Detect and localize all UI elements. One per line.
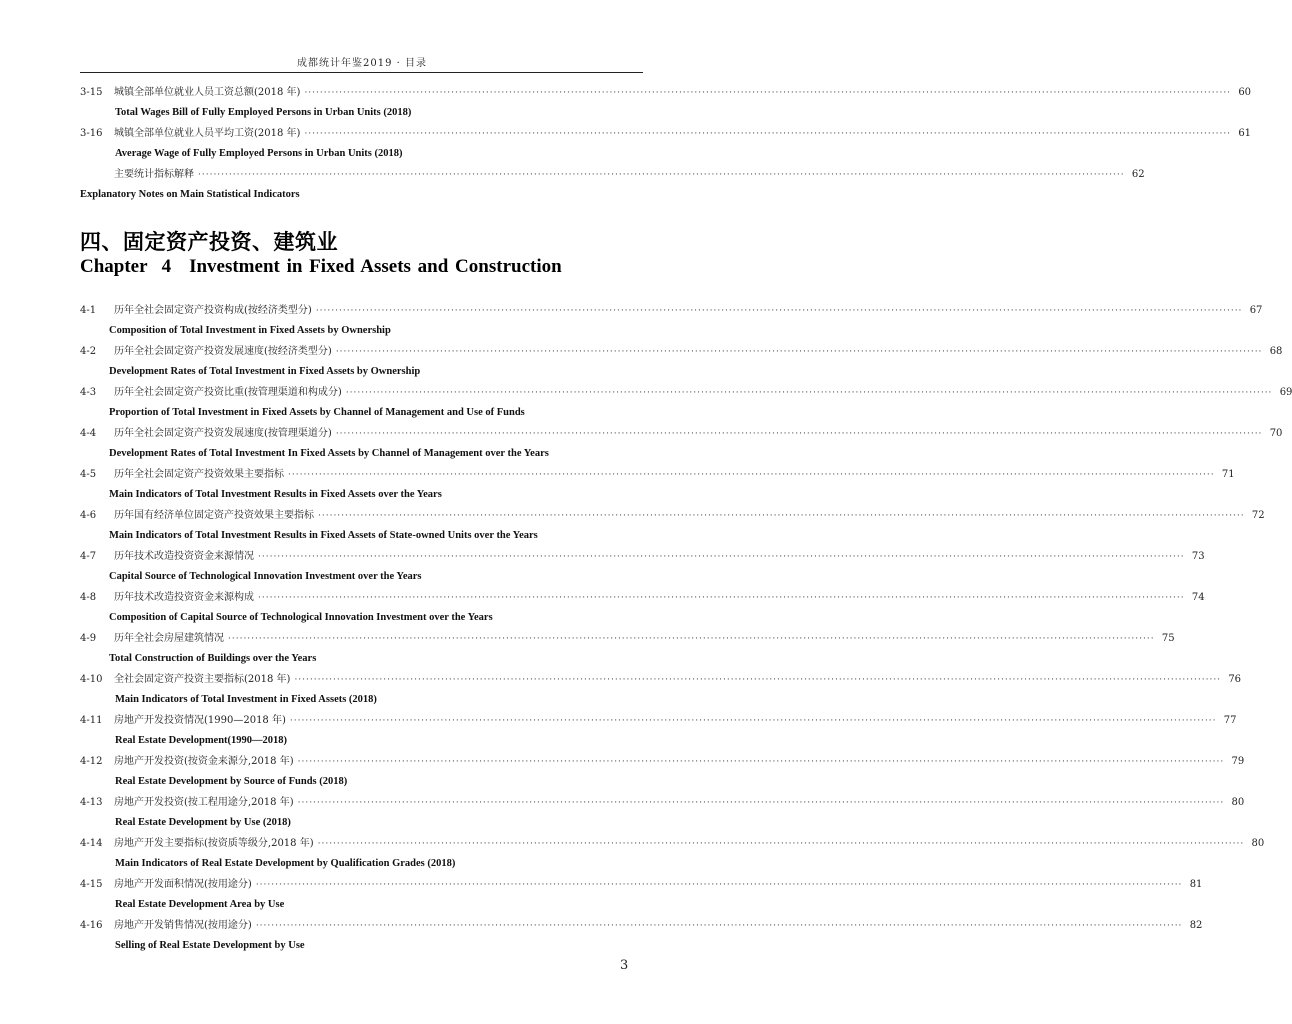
entry-title-cn: 历年技术改造投资资金来源构成: [114, 592, 254, 603]
entry-title-cn: 城镇全部单位就业人员工资总额(2018 年): [114, 87, 301, 98]
leader-dots: ················································································································································································································································: [255, 921, 1183, 931]
leader-dots: ················································································································································································································································: [255, 880, 1183, 890]
entry-number: 4-10: [80, 674, 103, 685]
entry-title-cn: 历年全社会固定资产投资比重(按管理渠道和构成分): [114, 387, 342, 398]
leader-dots: ················································································································································································································································: [198, 170, 1125, 180]
entry-title-en: Main Indicators of Total Investment Results in Fixed Assets over the Years: [109, 489, 442, 500]
toc-entry-line: [80, 796, 1245, 810]
page-number: 3: [620, 958, 629, 973]
entry-number: 4-3: [80, 387, 97, 398]
entry-page-number: 69: [1279, 387, 1292, 398]
toc-entry-line: [80, 837, 1265, 851]
entry-number: 4-4: [80, 428, 97, 439]
leader-dots: ················································································································································································································································: [258, 552, 1185, 562]
entry-title-en: Development Rates of Total Investment in Fixed Assets by Ownership: [109, 366, 421, 377]
toc-entry[interactable]: [80, 796, 1245, 816]
entry-title-cn: 房地产开发投资(按资金来源分,2018 年): [114, 756, 294, 767]
entry-page-number: 81: [1189, 879, 1203, 890]
leader-dots: ················································································································································································································································: [288, 470, 1215, 480]
toc-entry-line: [80, 345, 1283, 359]
entry-page-number: 61: [1238, 128, 1252, 139]
entry-title-en: Real Estate Development by Use (2018): [115, 817, 291, 828]
entry-title-cn: 城镇全部单位就业人员平均工资(2018 年): [114, 128, 301, 139]
toc-entry-line: [80, 550, 1205, 564]
leader-dots: ················································································································································································································································: [228, 634, 1155, 644]
entry-page-number: 82: [1189, 920, 1203, 931]
running-head: 成都统计年鉴2019 · 目录: [297, 58, 427, 69]
entry-page-number: 75: [1161, 633, 1175, 644]
entry-page-number: 77: [1223, 715, 1237, 726]
leader-dots: ················································································································································································································································: [289, 716, 1217, 726]
entry-title-cn: 房地产开发投资情况(1990—2018 年): [114, 715, 286, 726]
leader-dots: ················································································································································································································································: [335, 347, 1263, 357]
toc-entry[interactable]: [80, 919, 1203, 939]
entry-title-en: Real Estate Development(1990—2018): [115, 735, 288, 746]
entry-page-number: 76: [1228, 674, 1242, 685]
toc-entry-line: [80, 509, 1265, 523]
entry-number: 4-15: [80, 879, 103, 890]
entry-title-en: Capital Source of Technological Innovation Investment over the Years: [109, 571, 422, 582]
entry-number: 4-16: [80, 920, 103, 931]
entry-number: 3-15: [80, 87, 103, 98]
entry-title-en: Average Wage of Fully Employed Persons in Urban Units (2018): [115, 148, 403, 159]
entry-title-en: Real Estate Development by Source of Funds (2018): [115, 776, 348, 787]
entry-title-cn: 历年全社会固定资产投资效果主要指标: [114, 469, 284, 480]
entry-title-cn: 历年全社会固定资产投资构成(按经济类型分): [114, 305, 312, 316]
entry-title-cn: 全社会固定资产投资主要指标(2018 年): [114, 674, 291, 685]
entry-page-number: 80: [1231, 797, 1245, 808]
entry-title-en: Main Indicators of Total Investment in Fixed Assets (2018): [115, 694, 377, 705]
toc-entry[interactable]: [80, 304, 1263, 324]
toc-entry[interactable]: [80, 86, 1252, 106]
toc-entry-line: [80, 673, 1242, 687]
entry-number: 4-1: [80, 305, 97, 316]
leader-dots: ················································································································································································································································: [304, 88, 1232, 98]
toc-entry[interactable]: [80, 632, 1175, 652]
entry-number: 4-5: [80, 469, 97, 480]
toc-entry[interactable]: [80, 591, 1205, 611]
entry-title-en: Selling of Real Estate Development by Use: [115, 940, 305, 951]
toc-entry-line: [80, 304, 1263, 318]
toc-entry-line: [80, 86, 1252, 100]
entry-title-cn: 房地产开发销售情况(按用途分): [114, 920, 252, 931]
entry-title-cn: 历年技术改造投资资金来源情况: [114, 551, 254, 562]
header-rule: [80, 72, 643, 73]
entry-title-en: Composition of Capital Source of Technological Innovation Investment over the Years: [109, 612, 493, 623]
leader-dots: ················································································································································································································································: [345, 388, 1273, 398]
toc-entry-line: [80, 755, 1245, 769]
leader-dots: ················································································································································································································································: [335, 429, 1263, 439]
toc-entry[interactable]: [80, 386, 1292, 406]
chapter-title-en: [80, 256, 562, 278]
entry-number: 4-8: [80, 592, 97, 603]
toc-entry-line: [80, 632, 1175, 646]
leader-dots: ················································································································································································································································: [297, 798, 1225, 808]
entry-number: 3-16: [80, 128, 103, 139]
entry-title-en: Real Estate Development Area by Use: [115, 899, 285, 910]
toc-entry[interactable]: [80, 468, 1235, 488]
leader-dots: ················································································································································································································································: [317, 839, 1245, 849]
chapter-label: Chapter: [80, 256, 148, 277]
toc-entry[interactable]: [80, 509, 1265, 529]
entry-title-cn: 历年全社会房屋建筑情况: [114, 633, 224, 644]
chapter-title-text: Investment in Fixed Assets and Construction: [189, 256, 562, 277]
entry-number: 4-2: [80, 346, 97, 357]
entry-page-number: 67: [1249, 305, 1263, 316]
toc-entry-line: [80, 919, 1203, 933]
toc-entry[interactable]: [80, 168, 1145, 188]
toc-entry[interactable]: [80, 345, 1283, 365]
entry-title-en: Main Indicators of Total Investment Results in Fixed Assets of State-owned Units over the Years: [109, 530, 538, 541]
leader-dots: ················································································································································································································································: [304, 129, 1232, 139]
entry-number: 4-11: [80, 715, 103, 726]
entry-number: 4-6: [80, 510, 97, 521]
leader-dots: ················································································································································································································································: [318, 511, 1245, 521]
entry-page-number: 80: [1251, 838, 1265, 849]
leader-dots: ················································································································································································································································: [294, 675, 1222, 685]
leader-dots: ················································································································································································································································: [297, 757, 1225, 767]
toc-entry-line: [80, 591, 1205, 605]
entry-page-number: 74: [1191, 592, 1205, 603]
entry-title-cn: 历年全社会固定资产投资发展速度(按管理渠道分): [114, 428, 332, 439]
entry-page-number: 73: [1191, 551, 1205, 562]
entry-number: 4-13: [80, 797, 103, 808]
toc-entry[interactable]: [80, 878, 1203, 898]
toc-entry-line: [80, 714, 1237, 728]
toc-entry-line: [80, 427, 1283, 441]
entry-page-number: 68: [1269, 346, 1283, 357]
toc-entry[interactable]: [80, 550, 1205, 570]
entry-title-cn: 主要统计指标解释: [114, 169, 194, 180]
entry-title-en: Explanatory Notes on Main Statistical Indicators: [80, 189, 300, 200]
entry-title-en: Total Wages Bill of Fully Employed Persons in Urban Units (2018): [115, 107, 412, 118]
entry-title-cn: 历年全社会固定资产投资发展速度(按经济类型分): [114, 346, 332, 357]
entry-title-en: Total Construction of Buildings over the Years: [109, 653, 317, 664]
entry-title-en: Main Indicators of Real Estate Development by Qualification Grades (2018): [115, 858, 456, 869]
leader-dots: ················································································································································································································································: [315, 306, 1243, 316]
toc-entry[interactable]: [80, 837, 1265, 857]
entry-title-en: Proportion of Total Investment in Fixed Assets by Channel of Management and Use of Funds: [109, 407, 525, 418]
chapter-number: 4: [161, 256, 172, 277]
toc-entry[interactable]: [80, 127, 1252, 147]
entry-number: 4-14: [80, 838, 103, 849]
entry-page-number: 60: [1238, 87, 1252, 98]
toc-entry[interactable]: [80, 755, 1245, 775]
toc-entry-line: [80, 127, 1252, 141]
toc-entry-line: [80, 878, 1203, 892]
toc-entry[interactable]: [80, 427, 1283, 447]
entry-page-number: 71: [1221, 469, 1235, 480]
entry-page-number: 62: [1131, 169, 1145, 180]
entry-number: 4-12: [80, 756, 103, 767]
leader-dots: ················································································································································································································································: [258, 593, 1185, 603]
entry-page-number: 79: [1231, 756, 1245, 767]
entry-title-cn: 房地产开发主要指标(按资质等级分,2018 年): [114, 838, 314, 849]
toc-entry-line: [80, 386, 1292, 400]
entry-title-cn: 房地产开发面积情况(按用途分): [114, 879, 252, 890]
entry-number: 4-9: [80, 633, 97, 644]
toc-entry-line: [80, 168, 1145, 182]
entry-title-cn: 历年国有经济单位固定资产投资效果主要指标: [114, 510, 314, 521]
entry-title-en: Composition of Total Investment in Fixed Assets by Ownership: [109, 325, 391, 336]
entry-page-number: 70: [1269, 428, 1283, 439]
toc-entry-line: [80, 468, 1235, 482]
chapter-title-cn: 四、固定资产投资、建筑业: [80, 229, 338, 254]
toc-entry[interactable]: [80, 714, 1237, 734]
entry-title-en: Development Rates of Total Investment In Fixed Assets by Channel of Management over the Years: [109, 448, 549, 459]
entry-title-cn: 房地产开发投资(按工程用途分,2018 年): [114, 797, 294, 808]
entry-number: 4-7: [80, 551, 97, 562]
entry-page-number: 72: [1251, 510, 1265, 521]
toc-entry[interactable]: [80, 673, 1242, 693]
